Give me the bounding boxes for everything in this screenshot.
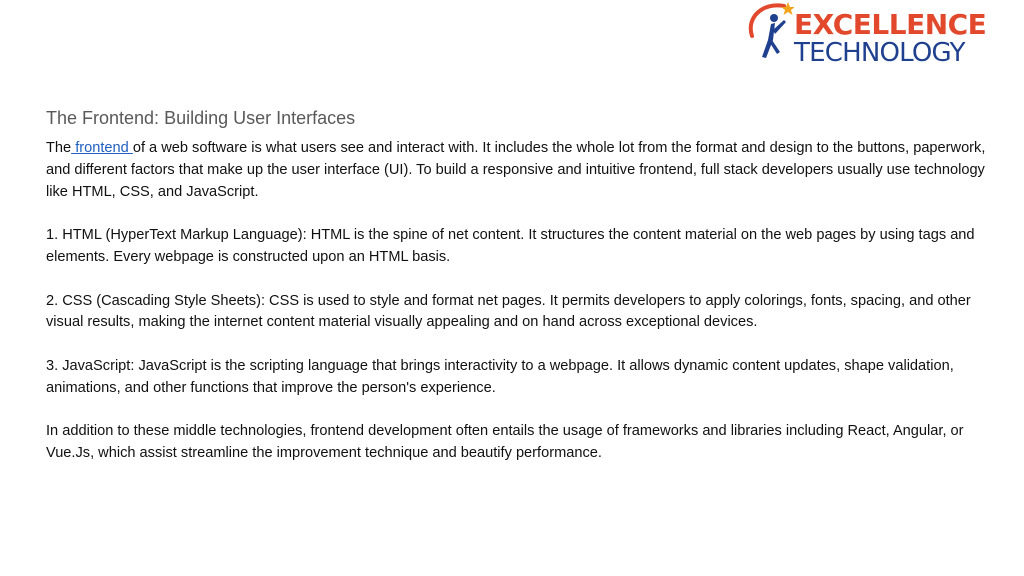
css-paragraph: 2. CSS (Cascading Style Sheets): CSS is used to style and format net pages. It permits developers to apply colorings, fonts, spacing, and other visual results, making the internet content material visually appealing and on hand across exceptional devices. [46, 292, 971, 331]
company-logo [744, 0, 987, 72]
body-content [46, 138, 986, 487]
intro-paragraph [46, 138, 986, 203]
logo-figure-icon [744, 0, 794, 70]
intro-before-link: The [46, 140, 72, 156]
frameworks-paragraph: In addition to these middle technologies, frontend development often entails the usage of frameworks and libraries including React, Angular, or Vue.Js, which assist streamline the improvement technique and beautify performance. [46, 423, 964, 462]
page-title: The Frontend: Building User Interfaces [46, 108, 356, 128]
frontend-link[interactable]: frontend [71, 140, 133, 156]
javascript-paragraph: 3. JavaScript: JavaScript is the scripting language that brings interactivity to a webpage. It allows dynamic content updates, shape validation, animations, and other functions that improve the person's experience. [46, 357, 954, 396]
intro-after-link: of a web software is what users see and interact with. It includes the whole lot from the format and design to the buttons, paperwork, and different factors that make up the user interface (UI). To build a responsive and intuitive frontend, full stack developers usually use technology like HTML, CSS, and JavaScript. [46, 140, 986, 200]
logo-text-excellence: EXCELLENCE [794, 8, 987, 41]
html-paragraph: 1. HTML (HyperText Markup Language): HTML is the spine of net content. It structures the content material on the web pages by using tags and elements. Every webpage is constructed upon an HTML basis. [46, 227, 975, 265]
logo-text-technology: TECHNOLOGY [794, 38, 965, 68]
